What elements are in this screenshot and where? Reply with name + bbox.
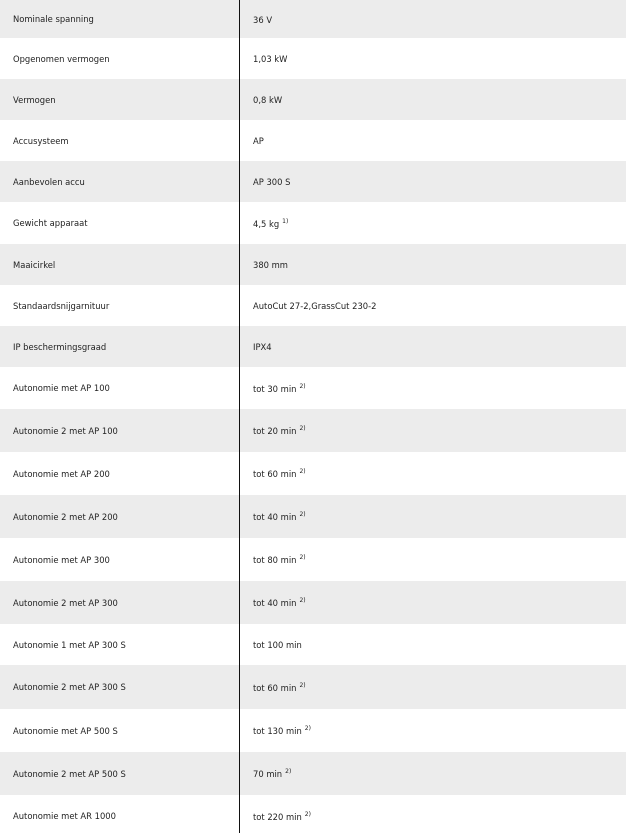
spec-value-cell <box>239 259 626 270</box>
spec-value-cell <box>239 682 626 693</box>
spec-value: tot 40 min <box>253 598 297 608</box>
spec-label: Autonomie met AP 200 <box>13 468 110 479</box>
spec-label: IP beschermingsgraad <box>13 341 107 352</box>
spec-label: Autonomie 2 met AP 300 S <box>13 682 126 692</box>
spec-value: 4,5 kg <box>253 218 280 229</box>
spec-value-cell <box>239 383 626 394</box>
table-row <box>0 581 626 624</box>
spec-label: Autonomie met AP 500 S <box>13 725 118 736</box>
spec-label: Autonomie 1 met AP 300 S <box>13 639 126 650</box>
spec-value-cell <box>239 554 626 565</box>
spec-label: Autonomie met AP 100 <box>13 383 110 393</box>
spec-value-cell <box>239 511 626 522</box>
spec-value-cell <box>239 176 626 187</box>
spec-label: Vermogen <box>13 94 56 105</box>
column-divider <box>239 0 240 833</box>
table-row <box>0 367 626 409</box>
spec-label: Aanbevolen accu <box>13 176 85 187</box>
table-row <box>0 285 626 326</box>
spec-value: 70 min <box>253 769 283 779</box>
table-row <box>0 624 626 665</box>
spec-value: AP <box>253 136 264 146</box>
footnote-ref: 1) <box>282 217 289 225</box>
footnote-ref: 2) <box>299 681 306 689</box>
footnote-ref: 2) <box>304 810 311 818</box>
spec-label: Standaardsnijgarnituur <box>13 300 110 311</box>
spec-value-cell <box>239 725 626 736</box>
spec-value-cell <box>239 135 626 146</box>
table-row <box>0 538 626 581</box>
spec-value-cell <box>239 14 626 25</box>
spec-value: 36 V <box>253 14 273 25</box>
spec-value: IPX4 <box>253 342 272 352</box>
spec-label: Accusysteem <box>13 135 69 146</box>
spec-value: AP 300 S <box>253 177 291 187</box>
footnote-ref: 2) <box>299 511 306 518</box>
spec-label: Nominale spanning <box>13 14 94 24</box>
spec-label: Autonomie 2 met AP 200 <box>13 511 118 522</box>
spec-label: Autonomie met AR 1000 <box>13 811 116 821</box>
spec-value-cell <box>239 300 626 311</box>
table-row <box>0 495 626 538</box>
spec-label: Opgenomen vermogen <box>13 53 110 64</box>
spec-value-cell <box>239 597 626 608</box>
spec-value-cell <box>239 218 626 229</box>
spec-value: 1,03 kW <box>253 54 288 64</box>
spec-value: tot 100 min <box>253 640 302 650</box>
spec-value-cell <box>239 94 626 105</box>
spec-value: tot 30 min <box>253 383 297 394</box>
table-row <box>0 709 626 752</box>
spec-value-cell <box>239 811 626 822</box>
spec-label: Gewicht apparaat <box>13 218 88 228</box>
table-row <box>0 202 626 244</box>
spec-value: 0,8 kW <box>253 95 283 105</box>
spec-label: Autonomie 2 met AP 100 <box>13 425 118 436</box>
table-row <box>0 38 626 79</box>
table-row <box>0 0 626 38</box>
spec-label: Maaicirkel <box>13 259 56 270</box>
spec-value: tot 60 min <box>253 682 297 693</box>
footnote-ref: 2) <box>299 468 306 475</box>
spec-value: 380 mm <box>253 260 288 270</box>
spec-label: Autonomie 2 met AP 300 <box>13 597 118 608</box>
footnote-ref: 2) <box>299 382 306 390</box>
table-row <box>0 120 626 161</box>
table-row <box>0 79 626 120</box>
footnote-ref: 2) <box>299 597 306 604</box>
spec-label: Autonomie met AP 300 <box>13 554 110 565</box>
spec-value: tot 80 min <box>253 555 297 565</box>
spec-value-cell <box>239 468 626 479</box>
footnote-ref: 2) <box>304 725 311 732</box>
footnote-ref: 2) <box>285 768 292 775</box>
spec-value: AutoCut 27-2,GrassCut 230-2 <box>253 301 377 311</box>
table-row <box>0 452 626 495</box>
table-row <box>0 752 626 795</box>
footnote-ref: 2) <box>299 554 306 561</box>
spec-value: tot 60 min <box>253 469 297 479</box>
spec-value-cell <box>239 53 626 64</box>
table-row <box>0 795 626 837</box>
spec-value: tot 40 min <box>253 512 297 522</box>
spec-value: tot 220 min <box>253 811 302 822</box>
table-row <box>0 665 626 709</box>
spec-value-cell <box>239 639 626 650</box>
table-row <box>0 409 626 452</box>
table-row <box>0 326 626 367</box>
spec-value: tot 130 min <box>253 726 302 736</box>
spec-value-cell <box>239 768 626 779</box>
spec-value: tot 20 min <box>253 426 297 436</box>
table-row <box>0 244 626 285</box>
spec-value-cell <box>239 341 626 352</box>
footnote-ref: 2) <box>299 425 306 432</box>
spec-value-cell <box>239 425 626 436</box>
spec-label: Autonomie 2 met AP 500 S <box>13 768 126 779</box>
table-row <box>0 161 626 202</box>
